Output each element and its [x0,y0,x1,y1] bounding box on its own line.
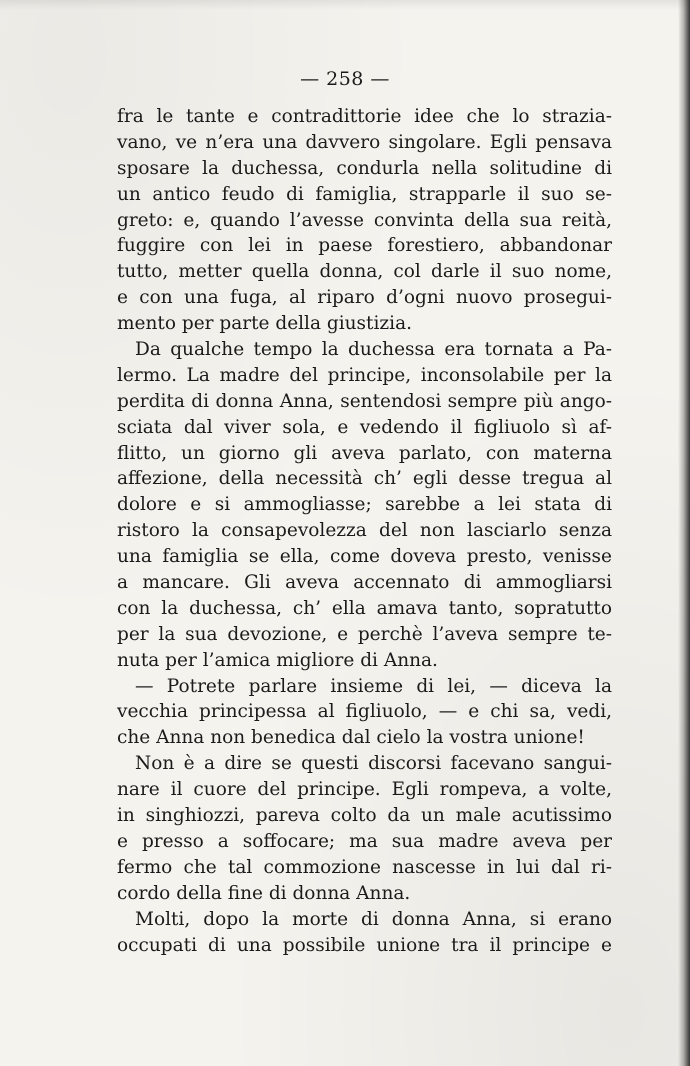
text-line: vano, ve n’era una davvero singolare. Egli pensava [117,131,612,153]
text-line: — Potrete parlare insieme di lei, — diceva la [135,675,612,697]
text-line: fra le tante e contradittorie idee che lo strazia- [117,106,612,127]
text-line: fuggire con lei in paese forestiero, abbandonar [117,235,612,257]
text-line: e con una fuga, al riparo d’ogni nuovo prosegui- [117,287,612,309]
text-line: con la duchessa, ch’ ella amava tanto, sopratutto [117,597,612,619]
text-line: flitto, un giorno gli aveva parlato, con materna [117,442,612,464]
text-line: lermo. La madre del principe, inconsolabile per la [117,364,612,386]
text-line: greto: e, quando l’avesse convinta della sua reità, [117,209,612,231]
text-line: Da qualche tempo la duchessa era tornata a Pa- [135,339,612,361]
text-line: Molti, dopo la morte di donna Anna, si erano [135,908,612,930]
text-line: vecchia principessa al figliuolo, — e chi sa, vedi, [117,701,612,723]
text-line: e presso a soffocare; ma sua madre aveva per [117,830,612,852]
text-line: fermo che tal commozione nascesse in lui dal ri- [117,856,612,878]
text-line: cordo della fine di donna Anna. [117,882,411,904]
text-line: affezione, della necessità ch’ egli desse tregua al [117,468,612,490]
text-line: tutto, metter quella donna, col darle il suo nome, [117,261,612,283]
text-line: ristoro la consapevolezza del non lasciarlo senza [117,520,612,542]
text-line: un antico feudo di famiglia, strapparle il suo se- [117,183,612,205]
text-line: per la sua devozione, e perchè l’aveva sempre te- [117,623,612,645]
text-line: perdita di donna Anna, sentendosi sempre più ango- [117,390,612,412]
text-line: nuta per l’amica migliore di Anna. [117,649,438,671]
page-binding-edge [678,0,690,1066]
text-line: a mancare. Gli aveva accennato di ammogliarsi [117,572,612,594]
page-top-shadow [0,0,690,10]
body-text [117,104,612,958]
text-line: sposare la duchessa, condurla nella solitudine di [117,157,612,179]
text-line: mento per parte della giustizia. [117,313,412,335]
page-number: — 258 — [300,68,390,90]
text-line: Non è a dire se questi discorsi facevano sangui- [135,753,612,775]
text-line: occupati di una possibile unione tra il principe e [117,934,612,956]
text-line: nare il cuore del principe. Egli rompeva, a volte, [117,779,612,801]
text-line: che Anna non benedica dal cielo la vostra unione! [117,727,585,749]
text-line: dolore e si ammogliasse; sarebbe a lei stata di [117,494,612,516]
text-line: sciata dal viver sola, e vedendo il figliuolo sì af- [117,416,612,438]
text-line: una famiglia se ella, come doveva presto, venisse [117,546,612,568]
text-line: in singhiozzi, pareva colto da un male acutissimo [117,805,612,827]
